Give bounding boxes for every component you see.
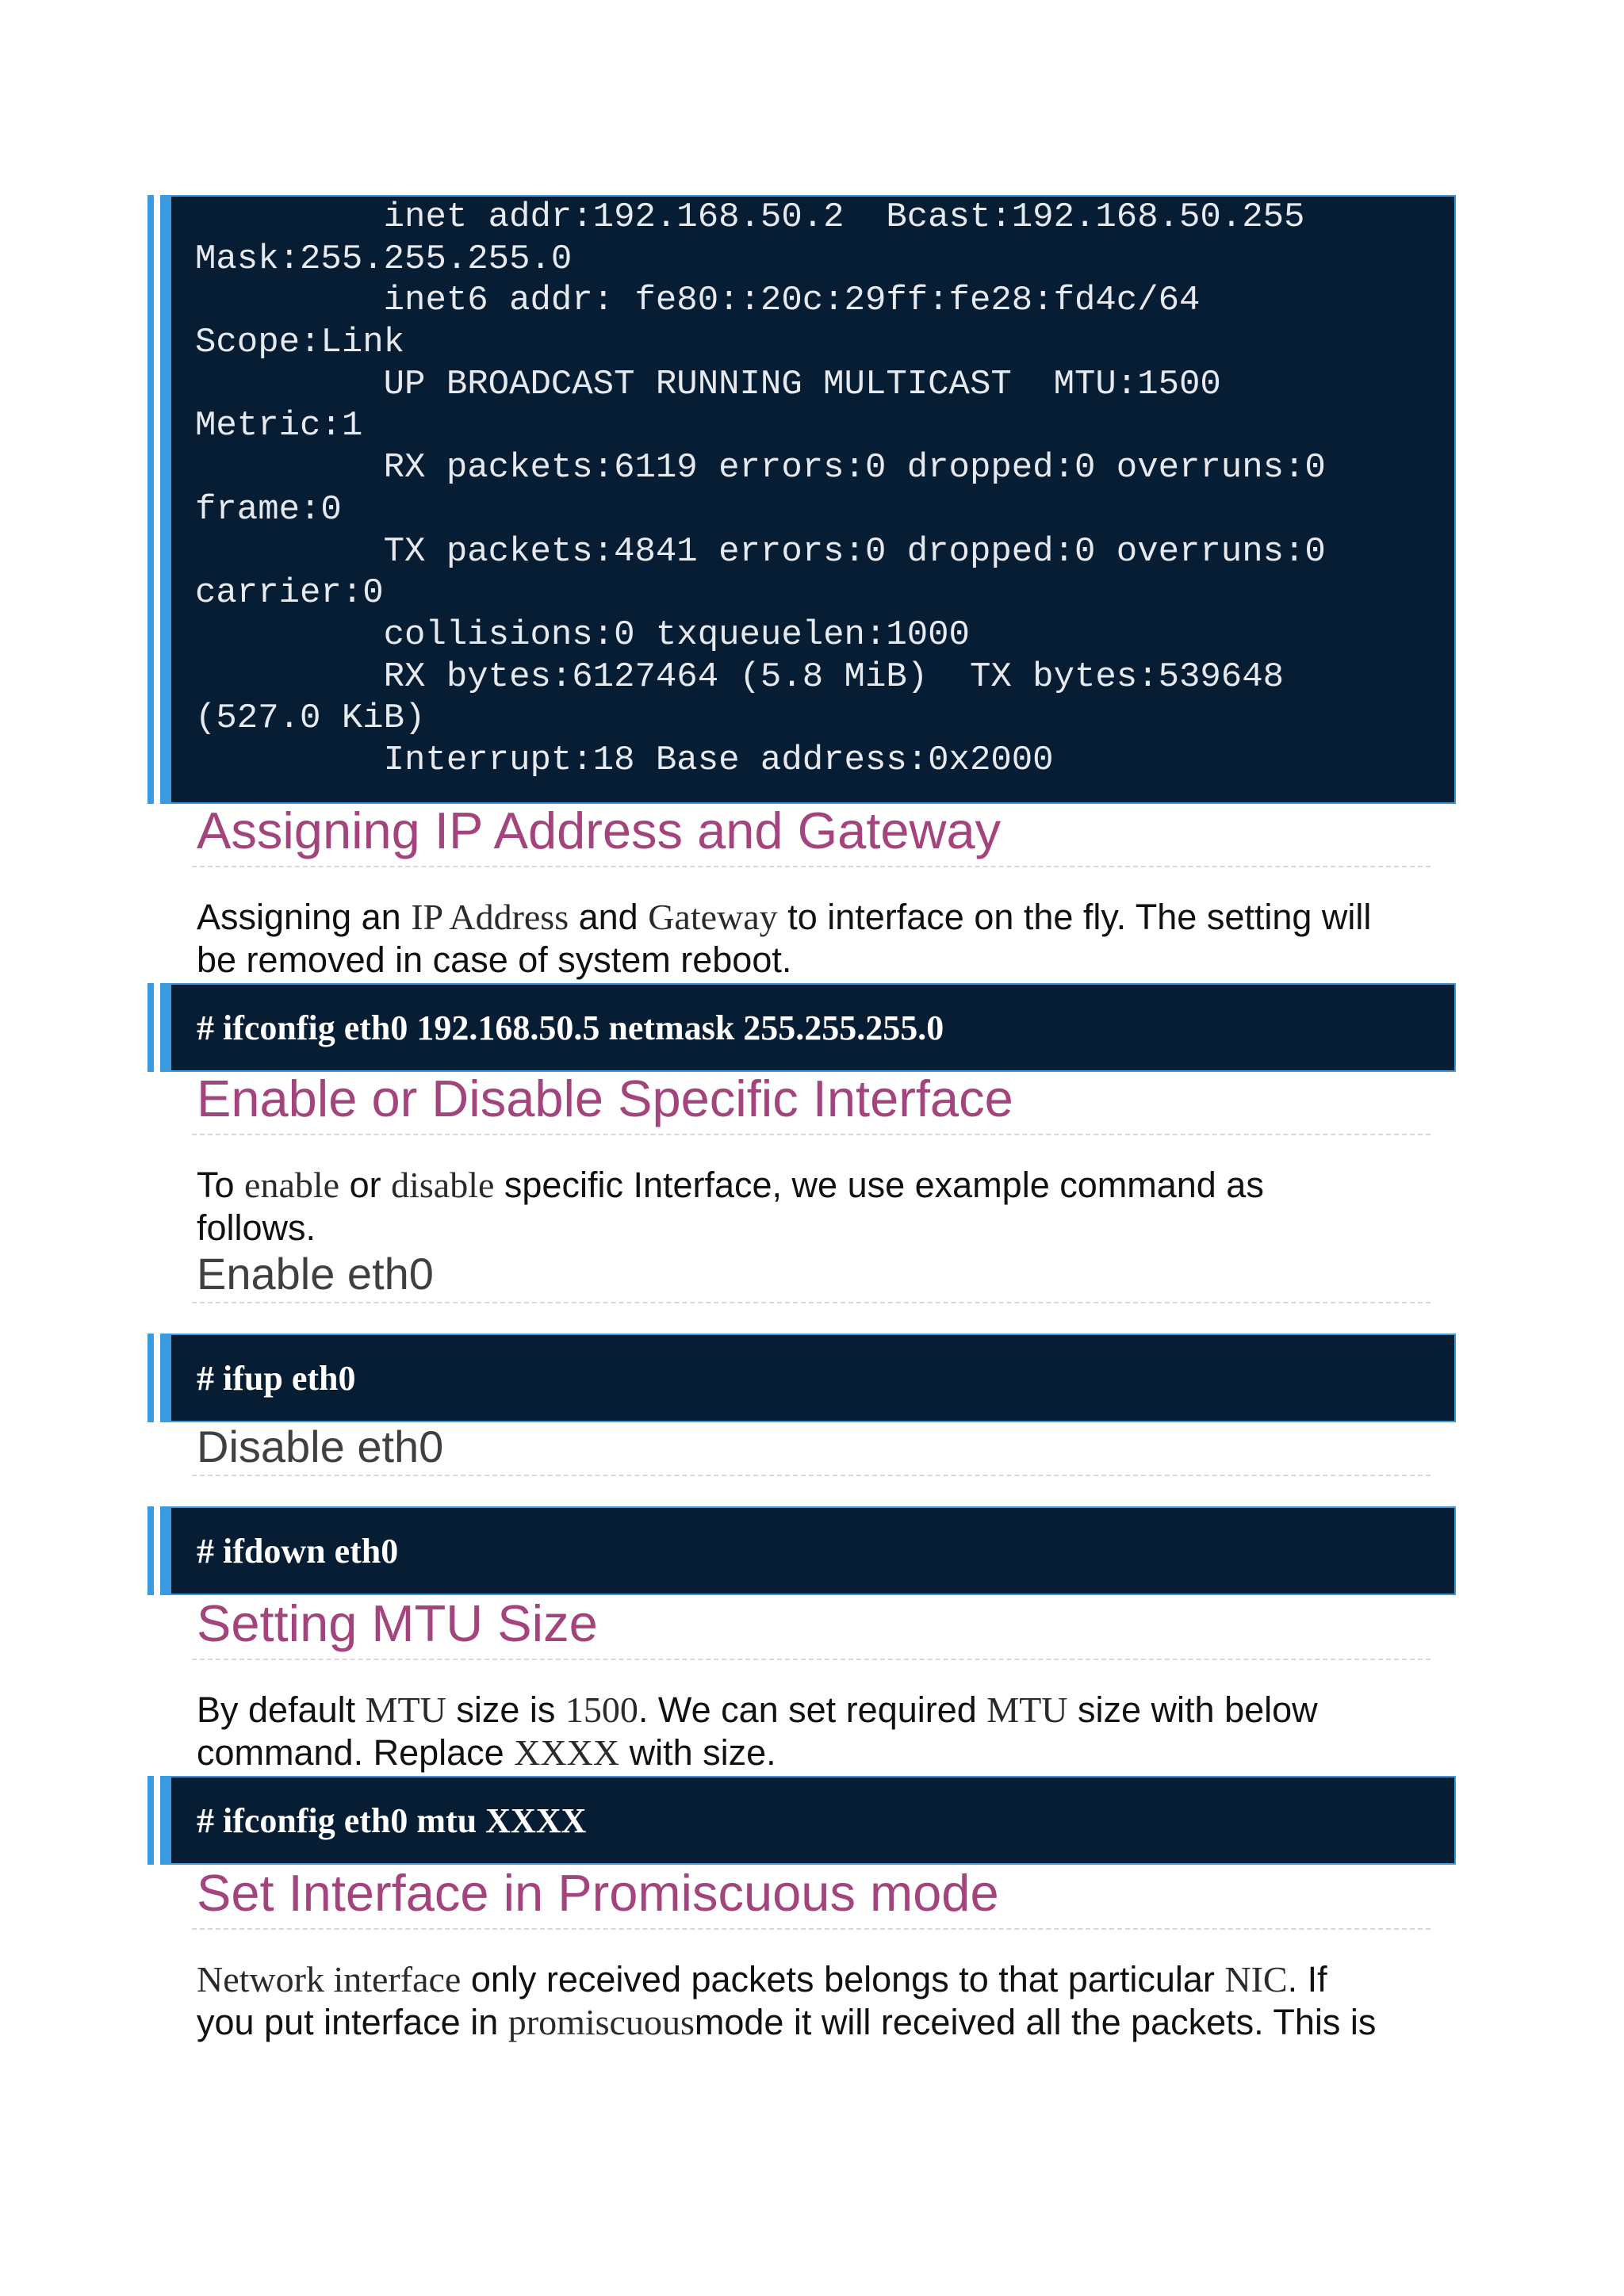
heading-rule — [192, 1475, 1431, 1476]
terminal-line: inet6 addr: fe80::20c:29ff:fe28:fd4c/64 — [195, 281, 1201, 321]
command-block-ifup — [147, 1334, 1456, 1422]
terminal-line: frame:0 — [195, 489, 342, 530]
paragraph-mtu: By default MTU size is 1500. We can set required MTU size with below command. Replace XXXX with size. — [197, 1689, 1318, 1773]
heading-rule — [192, 1302, 1431, 1303]
subheading-disable-eth0: Disable eth0 — [197, 1422, 444, 1471]
paragraph-ip: Assigning an IP Address and Gateway to interface on the fly. The setting will be removed in case of system reboot. — [197, 897, 1372, 980]
terminal-line: collisions:0 txqueuelen:1000 — [195, 614, 970, 655]
command-block-ifconfig-ip — [147, 983, 1456, 1072]
terminal-line: RX packets:6119 errors:0 dropped:0 overruns:0 — [195, 448, 1326, 488]
command-text: # ifdown eth0 — [197, 1531, 399, 1571]
section-heading-enable: Enable or Disable Specific Interface — [197, 1070, 1013, 1127]
command-text: # ifconfig eth0 192.168.50.5 netmask 255.255.255.0 — [197, 1008, 944, 1047]
paragraph-promiscuous: Network interface only received packets belongs to that particular NIC. If you put interface in promiscuousmode it will received all the packets. This is — [197, 1959, 1377, 2042]
terminal-line: (527.0 KiB) — [195, 698, 426, 739]
command-text: # ifconfig eth0 mtu XXXX — [197, 1800, 587, 1840]
terminal-line: RX bytes:6127464 (5.8 MiB) TX bytes:539648 — [195, 656, 1285, 697]
heading-rule — [192, 1928, 1431, 1930]
heading-rule — [192, 1659, 1431, 1660]
section-heading-ip: Assigning IP Address and Gateway — [197, 802, 1002, 859]
terminal-output — [195, 197, 1454, 782]
terminal-line: Scope:Link — [195, 323, 405, 363]
terminal-line: TX packets:4841 errors:0 dropped:0 overruns:0 — [195, 531, 1326, 572]
paragraph-enable: To enable or disable specific Interface, we use example command as follows. — [197, 1165, 1264, 1248]
command-block-mtu — [147, 1776, 1456, 1865]
terminal-line: Mask:255.255.255.0 — [195, 239, 573, 279]
terminal-line: Metric:1 — [195, 406, 363, 446]
section-heading-mtu: Setting MTU Size — [197, 1594, 598, 1652]
terminal-line: carrier:0 — [195, 573, 384, 614]
heading-rule — [192, 1134, 1431, 1135]
terminal-output-block — [147, 195, 1456, 804]
terminal-line: UP BROADCAST RUNNING MULTICAST MTU:1500 — [195, 364, 1221, 404]
heading-rule — [192, 866, 1431, 867]
terminal-line: inet addr:192.168.50.2 Bcast:192.168.50.255 — [195, 197, 1305, 237]
section-heading-promiscuous: Set Interface in Promiscuous mode — [197, 1864, 999, 1922]
subheading-enable-eth0: Enable eth0 — [197, 1249, 434, 1299]
terminal-line: Interrupt:18 Base address:0x2000 — [195, 740, 1054, 780]
command-block-ifdown — [147, 1506, 1456, 1595]
command-text: # ifup eth0 — [197, 1358, 356, 1398]
